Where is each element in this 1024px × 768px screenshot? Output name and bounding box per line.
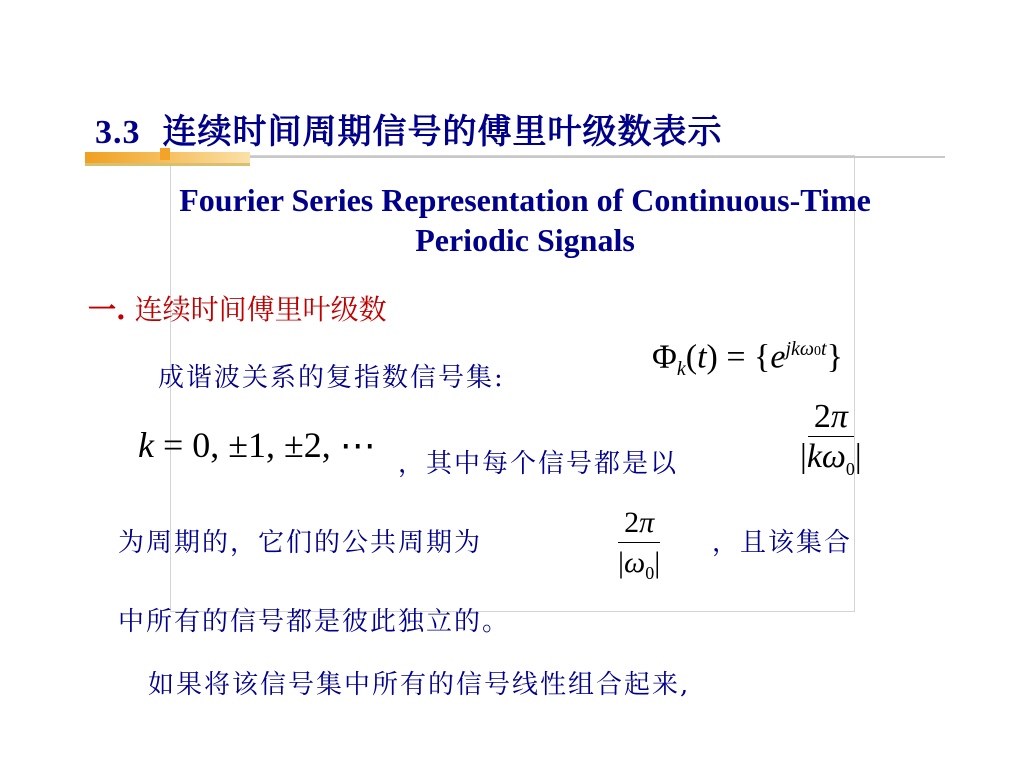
accent-bar-shadow (85, 163, 250, 166)
subtitle-line-1: Fourier Series Representation of Continuous-Time (179, 182, 871, 218)
body-line-2: ，其中每个信号都是以 (398, 449, 679, 479)
body-line-1: 成谐波关系的复指数信号集: (158, 363, 505, 393)
body-line-3: 为周期的，它们的公共周期为 (118, 528, 483, 558)
section-heading (88, 288, 387, 328)
body-line-5: 如果将该信号集中所有的信号线性组合起来, (148, 670, 691, 700)
body-line-3-tail: ，且该集合 (712, 528, 853, 558)
section-heading-text: 连续时间傅里叶级数 (134, 293, 387, 326)
subtitle-line-2: Periodic Signals (415, 222, 635, 258)
section-marker: 一. (88, 293, 126, 326)
section-number: 3.3 (95, 114, 141, 151)
english-subtitle (85, 180, 965, 260)
formula-common-period: $\frac{2\pi}{|\omega_0|}$ (618, 506, 661, 583)
body-line-4: 中所有的信号都是彼此独立的。 (118, 607, 511, 637)
formula-k-values: k = 0, ±1, ±2, ⋯ (138, 425, 376, 465)
title-text: 连续时间周期信号的傅里叶级数表示 (162, 112, 723, 152)
slide-title (95, 104, 723, 153)
formula-period-k: $\frac{2\pi}{|k\omega_0|}$ (800, 398, 862, 479)
formula-signal-set: $\Phi_k(t) = \{e^{jk\omega 0t}\}$ (652, 338, 843, 381)
